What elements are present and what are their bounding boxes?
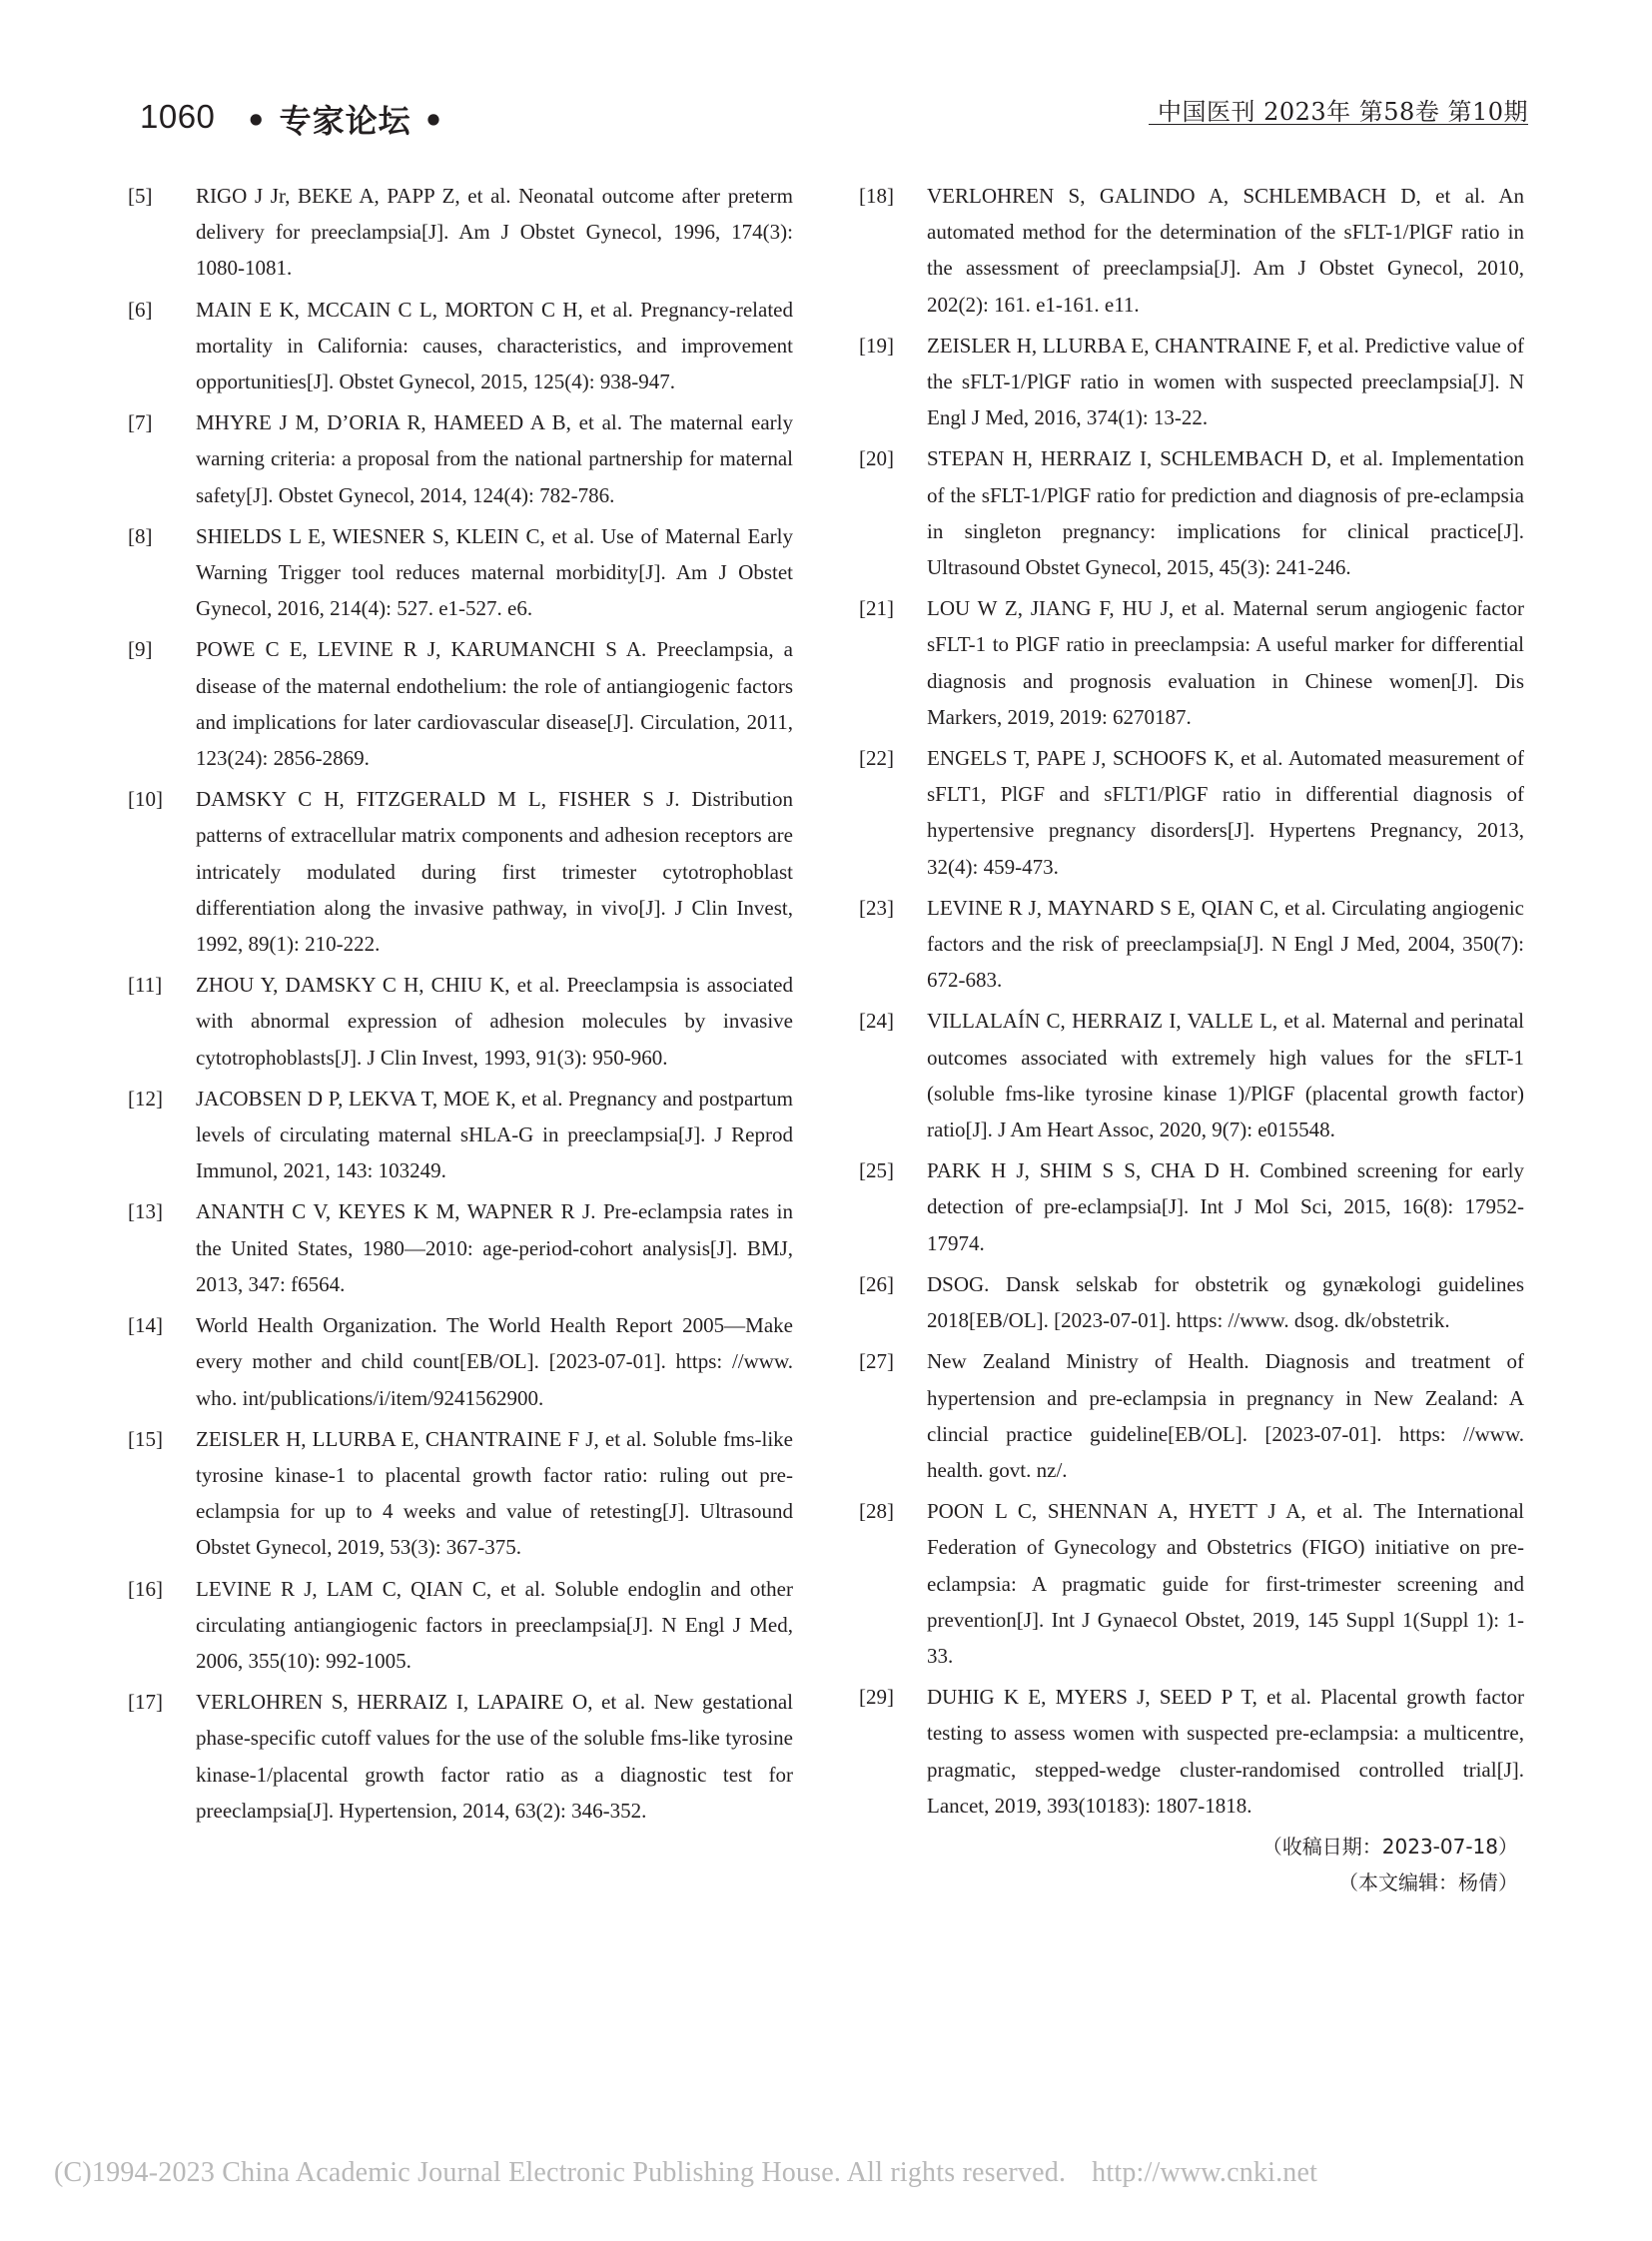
reference-number: [23]: [859, 895, 894, 920]
reference-item: [128, 781, 793, 962]
reference-text: DUHIG K E, MYERS J, SEED P T, et al. Placental growth factor testing to assess women with suspected pre-eclampsia: a multicentre, pragmatic, stepped-wedge cluster-randomised controlled trial[J]. Lancet, 2019, 393(10183): 1807-1818.: [927, 1685, 1524, 1818]
reference-item: [859, 1152, 1524, 1261]
reference-text: ZEISLER H, LLURBA E, CHANTRAINE F, et al. Predictive value of the sFLT-1/PlGF ratio in women with suspected preeclampsia[J]. N Engl J Med, 2016, 374(1): 13-22.: [927, 333, 1524, 430]
reference-text: VILLALAÍN C, HERRAIZ I, VALLE L, et al. Maternal and perinatal outcomes associated with extremely high values for the sFLT-1 (soluble fms-like tyrosine kinase 1)/PlGF (placental growth factor) ratio[J]. J Am Heart Assoc, 2020, 9(7): e015548.: [927, 1009, 1524, 1142]
reference-text: SHIELDS L E, WIESNER S, KLEIN C, et al. Use of Maternal Early Warning Trigger tool reduces maternal morbidity[J]. Am J Obstet Gynecol, 2016, 214(4): 527. e1-527. e6.: [196, 523, 793, 621]
reference-column-right: [859, 178, 1524, 1900]
reference-text: VERLOHREN S, GALINDO A, SCHLEMBACH D, et al. An automated method for the determination of the sFLT-1/PlGF ratio in the assessment of preeclampsia[J]. Am J Obstet Gynecol, 2010, 202(2): 161. e1-161. e11.: [927, 184, 1524, 317]
reference-number: [18]: [859, 184, 894, 208]
reference-number: [11]: [128, 973, 163, 998]
reference-number: [15]: [128, 1426, 163, 1451]
reference-item: [859, 1679, 1524, 1824]
reference-number: [17]: [128, 1690, 163, 1715]
reference-text: LEVINE R J, MAYNARD S E, QIAN C, et al. Circulating angiogenic factors and the risk of preeclampsia[J]. N Engl J Med, 2004, 350(7): 672-683.: [927, 895, 1524, 993]
reference-number: [25]: [859, 1158, 894, 1183]
reference-number: [26]: [859, 1271, 894, 1296]
reference-item: [859, 1266, 1524, 1338]
page-header: [0, 0, 1652, 140]
footer-link[interactable]: http://www.cnki.net: [1092, 2157, 1318, 2188]
reference-text: JACOBSEN D P, LEKVA T, MOE K, et al. Pregnancy and postpartum levels of circulating maternal sHLA-G in preeclampsia[J]. J Reprod Immunol, 2021, 143: 103249.: [196, 1086, 793, 1183]
reference-number: [22]: [859, 746, 894, 771]
reference-text: POWE C E, LEVINE R J, KARUMANCHI S A. Preeclampsia, a disease of the maternal endothelium: the role of antiangiogenic factors and implications for later cardiovascular disease[J]. Circulation, 2011, 123(24): 2856-2869.: [196, 637, 793, 771]
reference-item: [859, 1003, 1524, 1147]
section-title: • 专家论坛 •: [246, 102, 445, 140]
reference-number: [14]: [128, 1313, 163, 1338]
reference-column-left: [128, 178, 793, 1834]
reference-item: [859, 178, 1524, 323]
reference-item: [859, 328, 1524, 436]
journal-info: 中国医刊 2023年 第58卷 第10期: [1157, 98, 1528, 126]
reference-number: [24]: [859, 1009, 894, 1034]
reference-number: [20]: [859, 446, 894, 471]
reference-text: MHYRE J M, D’ORIA R, HAMEED A B, et al. The maternal early warning criteria: a proposal from the national partnership for maternal safety[J]. Obstet Gynecol, 2014, 124(4): 782-786.: [196, 410, 793, 507]
reference-number: [10]: [128, 787, 163, 812]
reference-text: ZHOU Y, DAMSKY C H, CHIU K, et al. Preeclampsia is associated with abnormal expression of adhesion molecules by invasive cytotrophoblasts[J]. J Clin Invest, 1993, 91(3): 950-960.: [196, 973, 793, 1070]
copyright-text: (C)1994-2023 China Academic Journal Electronic Publishing House. All rights reserved.: [54, 2157, 1067, 2188]
reference-item: [128, 1307, 793, 1416]
page-number: 1060: [140, 98, 216, 135]
reference-item: [859, 590, 1524, 735]
reference-item: [859, 1493, 1524, 1674]
reference-item: [859, 890, 1524, 999]
reference-number: [6]: [128, 297, 153, 322]
received-date-note: （收稿日期：2023-07-18）: [1261, 1834, 1518, 1859]
reference-text: MAIN E K, MCCAIN C L, MORTON C H, et al. Pregnancy-related mortality in California: causes, characteristics, and improvement opportunities[J]. Obstet Gynecol, 2015, 125(4): 938-947.: [196, 297, 793, 394]
reference-text: LOU W Z, JIANG F, HU J, et al. Maternal serum angiogenic factor sFLT-1 to PlGF ratio in preeclampsia: A useful marker for differential diagnosis and prognosis evaluation in Chinese women[J]. Dis Markers, 2019, 2019: 6270187.: [927, 596, 1524, 729]
reference-text: DSOG. Dansk selskab for obstetrik og gynækologi guidelines 2018[EB/OL]. [2023-07-01]. https: //www. dsog. dk/obstetrik.: [927, 1271, 1524, 1333]
reference-number: [29]: [859, 1685, 894, 1710]
reference-text: POON L C, SHENNAN A, HYETT J A, et al. The International Federation of Gynecology and Obstetrics (FIGO) initiative on pre-eclampsia: A pragmatic guide for first-trimester screening and prevention[J]. Int J Gynaecol Obstet, 2019, 145 Suppl 1(Suppl 1): 1-33.: [927, 1499, 1524, 1668]
reference-number: [8]: [128, 523, 153, 548]
reference-text: DAMSKY C H, FITZGERALD M L, FISHER S J. Distribution patterns of extracellular matrix components and adhesion receptors are intricately modulated during first trimester cytotrophoblast differentiation along the invasive pathway, in vivo[J]. J Clin Invest, 1992, 89(1): 210-222.: [196, 787, 793, 957]
reference-item: [128, 1571, 793, 1680]
reference-number: [13]: [128, 1199, 163, 1224]
reference-text: STEPAN H, HERRAIZ I, SCHLEMBACH D, et al. Implementation of the sFLT-1/PlGF ratio for prediction and diagnosis of pre-eclampsia in singleton pregnancy: implications for clinical practice[J]. Ultrasound Obstet Gynecol, 2015, 45(3): 241-246.: [927, 446, 1524, 580]
reference-number: [27]: [859, 1349, 894, 1374]
reference-text: ANANTH C V, KEYES K M, WAPNER R J. Pre-eclampsia rates in the United States, 1980—2010: age-period-cohort analysis[J]. BMJ, 2013, 347: f6564.: [196, 1199, 793, 1296]
copyright-footer: [54, 2157, 1612, 2189]
reference-number: [28]: [859, 1499, 894, 1524]
reference-number: [7]: [128, 410, 153, 435]
reference-item: [128, 292, 793, 400]
reference-item: [859, 1343, 1524, 1488]
reference-number: [9]: [128, 637, 153, 662]
reference-item: [128, 631, 793, 776]
reference-text: World Health Organization. The World Health Report 2005—Make every mother and child count[EB/OL]. [2023-07-01]. https: //www. who. int/publications/i/item/9241562900.: [196, 1313, 793, 1410]
reference-text: ENGELS T, PAPE J, SCHOOFS K, et al. Automated measurement of sFLT1, PlGF and sFLT1/PlGF ratio in differential diagnosis of hypertensive pregnancy disorders[J]. Hypertens Pregnancy, 2013, 32(4): 459-473.: [927, 746, 1524, 879]
reference-number: [5]: [128, 184, 153, 208]
reference-item: [128, 1081, 793, 1189]
reference-text: New Zealand Ministry of Health. Diagnosis and treatment of hypertension and pre-eclampsia in pregnancy in New Zealand: A clincial practice guideline[EB/OL]. [2023-07-01]. https: //www. health. govt. nz/.: [927, 1349, 1524, 1482]
reference-item: [128, 1684, 793, 1829]
reference-text: PARK H J, SHIM S S, CHA D H. Combined screening for early detection of pre-eclampsia[J]. Int J Mol Sci, 2015, 16(8): 17952-17974.: [927, 1158, 1524, 1255]
reference-item: [128, 1193, 793, 1302]
reference-number: [21]: [859, 596, 894, 621]
reference-text: LEVINE R J, LAM C, QIAN C, et al. Soluble endoglin and other circulating antiangiogenic factors in preeclampsia[J]. N Engl J Med, 2006, 355(10): 992-1005.: [196, 1576, 793, 1673]
reference-item: [859, 740, 1524, 885]
reference-text: ZEISLER H, LLURBA E, CHANTRAINE F J, et al. Soluble fms-like tyrosine kinase-1 to placental growth factor ratio: ruling out pre-eclampsia for up to 4 weeks and value of retesting[J]. Ultrasound Obstet Gynecol, 2019, 53(3): 367-375.: [196, 1426, 793, 1560]
reference-item: [128, 404, 793, 513]
editor-note: （本文编辑：杨倩）: [1338, 1869, 1518, 1894]
reference-item: [128, 178, 793, 287]
header-rule: [1149, 124, 1528, 125]
reference-item: [128, 518, 793, 627]
reference-number: [19]: [859, 333, 894, 358]
reference-text: VERLOHREN S, HERRAIZ I, LAPAIRE O, et al. New gestational phase-specific cutoff values for the use of the soluble fms-like tyrosine kinase-1/placental growth factor ratio as a diagnostic test for preeclampsia[J]. Hypertension, 2014, 63(2): 346-352.: [196, 1690, 793, 1823]
reference-item: [859, 440, 1524, 585]
reference-number: [12]: [128, 1086, 163, 1111]
article-notes: [859, 1829, 1524, 1900]
reference-item: [128, 967, 793, 1076]
reference-text: RIGO J Jr, BEKE A, PAPP Z, et al. Neonatal outcome after preterm delivery for preeclampsia[J]. Am J Obstet Gynecol, 1996, 174(3): 1080-1081.: [196, 184, 793, 281]
reference-number: [16]: [128, 1576, 163, 1601]
reference-item: [128, 1421, 793, 1566]
